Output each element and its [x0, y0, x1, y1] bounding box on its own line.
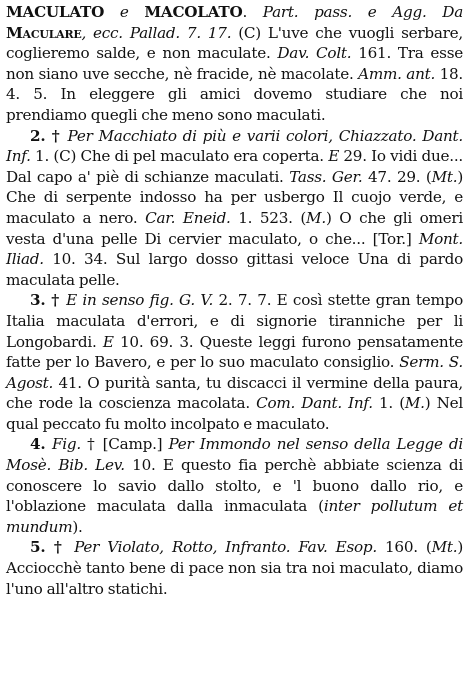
text-segment: Per Macchiato di più e varii colori, Chiazzato. [67, 126, 417, 145]
text-segment: 10. 69. 3. Queste leggi furono pensatamente fatte per lo Bavero, e per lo suo maculato consiglio. [6, 332, 463, 372]
text-segment: Fig. [51, 435, 81, 454]
text-segment: † [Camp.] [80, 435, 169, 454]
text-segment: 4. [30, 435, 52, 454]
text-segment: M. [404, 394, 425, 413]
text-segment: Per Violato, Rotto, Infranto. Fav. Esop. [74, 538, 377, 557]
text-segment: 2. † [30, 126, 68, 145]
text-segment: Mt. [431, 167, 458, 186]
text-segment: ) Nel qual peccato fu molto incolpato e maculato. [6, 394, 464, 433]
text-segment: Mt. [431, 538, 458, 557]
text-segment: 3. † [30, 291, 67, 310]
etymology-label: Da [442, 3, 464, 21]
text-segment: Per Immondo nel senso della Legge di Mosè. Bib. Lev. [6, 435, 463, 475]
text-segment: E in senso fig. G. V. [66, 291, 214, 310]
text-segment: 47. 29. ( [362, 167, 432, 186]
text-segment: Pallad. 7. 17. [129, 23, 232, 42]
etymology-tail: , ecc. [81, 23, 123, 42]
text-segment: 1. 523. ( [230, 208, 307, 227]
text-segment: M. [306, 208, 326, 227]
text-segment: E [328, 147, 340, 166]
text-segment: 18. 4. 5. In eleggere gli amici dovemo studiare che noi prendiamo quegli che meno sono maculati. [6, 64, 464, 124]
text-segment: Com. Dant. Inf. [256, 394, 373, 413]
sense-2-paragraph [6, 126, 463, 291]
text-segment: Dant. Inf. [6, 126, 463, 166]
text-segment: 5. † [30, 538, 75, 557]
text-segment: 10. 34. Sul largo dosso gittasi veloce Una di pardo maculata pelle. [6, 250, 463, 289]
text-segment: Amm. ant. [358, 64, 436, 83]
text-segment: ) O che gli omeri vesta d'una pelle Di cervier maculato, o che... [Tor.] [6, 208, 463, 248]
sense-3-paragraph [6, 290, 463, 434]
text-segment: Dav. Colt. [277, 44, 352, 63]
sense-4-paragraph [6, 434, 463, 537]
text-segment: 10. E questo fia perchè abbiate scienza di conoscere lo savio dallo stolto, e 'l buono dallo rio, e l'oblazione maculata dalla inmaculata ( [6, 456, 463, 516]
text-segment: Car. Eneid. [145, 208, 231, 227]
text-segment: 161. Tra esse non siano uve secche, nè fracide, nè macolate. [6, 44, 463, 83]
text-segment: E [102, 332, 114, 351]
text-segment: 29. Io vidi due... Dal capo a' piè di schianze maculati. [6, 147, 463, 186]
text-segment: 1. ( [372, 394, 405, 413]
text-segment: ) Acciocchè tanto bene di pace non sia tra noi maculato, diamo l'uno all'altro statichi. [6, 538, 463, 598]
headword: MACULATO [6, 3, 105, 21]
text-segment: Serm. S. Agost. [6, 353, 463, 392]
grammar-label: Part. pass. e Agg. [262, 3, 427, 21]
text-segment: Tass. Ger. [289, 167, 363, 186]
text-segment: (C) L'uve che vuogli serbare, coglieremo salde, e non maculate. [6, 23, 463, 63]
text-segment: ) Che di serpente indosso ha per usbergo Il cuojo verde, e maculato a nero. [6, 167, 463, 227]
text-segment: 1. (C) Che di pel maculato era coperta. [30, 147, 329, 166]
sense-5-paragraph [6, 537, 463, 599]
entry-headword-paragraph: MACULATO e MACOLATO. Part. pass. e Agg. Da Maculare, ecc. Pallad. 7. 17. (C) L'uve che vuogli serbare, coglieremo salde, e non maculate. Dav. Colt. 161. Tra esse non siano uve secche, nè fracide, nè macolate. Amm. ant. 18. 4. 5. In eleggere gli amici dovemo studiare che noi prendiamo quegli che meno sono maculati. [6, 3, 464, 124]
text-segment: ). [72, 517, 83, 536]
headword-conjunction: e [119, 3, 129, 21]
headword-variant: MACOLATO [144, 3, 243, 21]
text-segment: inter pollutum et mundum [6, 497, 463, 536]
text-segment: 2. 7. 7. E così stette gran tempo Italia maculata d'errori, e di signorie tiranniche per li Longobardi. [6, 291, 463, 351]
text-segment: 160. ( [376, 538, 432, 557]
text-segment: Mont. Iliad. [6, 229, 463, 269]
etymology-word: Maculare [6, 23, 82, 42]
text-segment: 41. O purità santa, tu discacci il vermine della paura, che rode la coscienza macolata. [6, 373, 463, 413]
